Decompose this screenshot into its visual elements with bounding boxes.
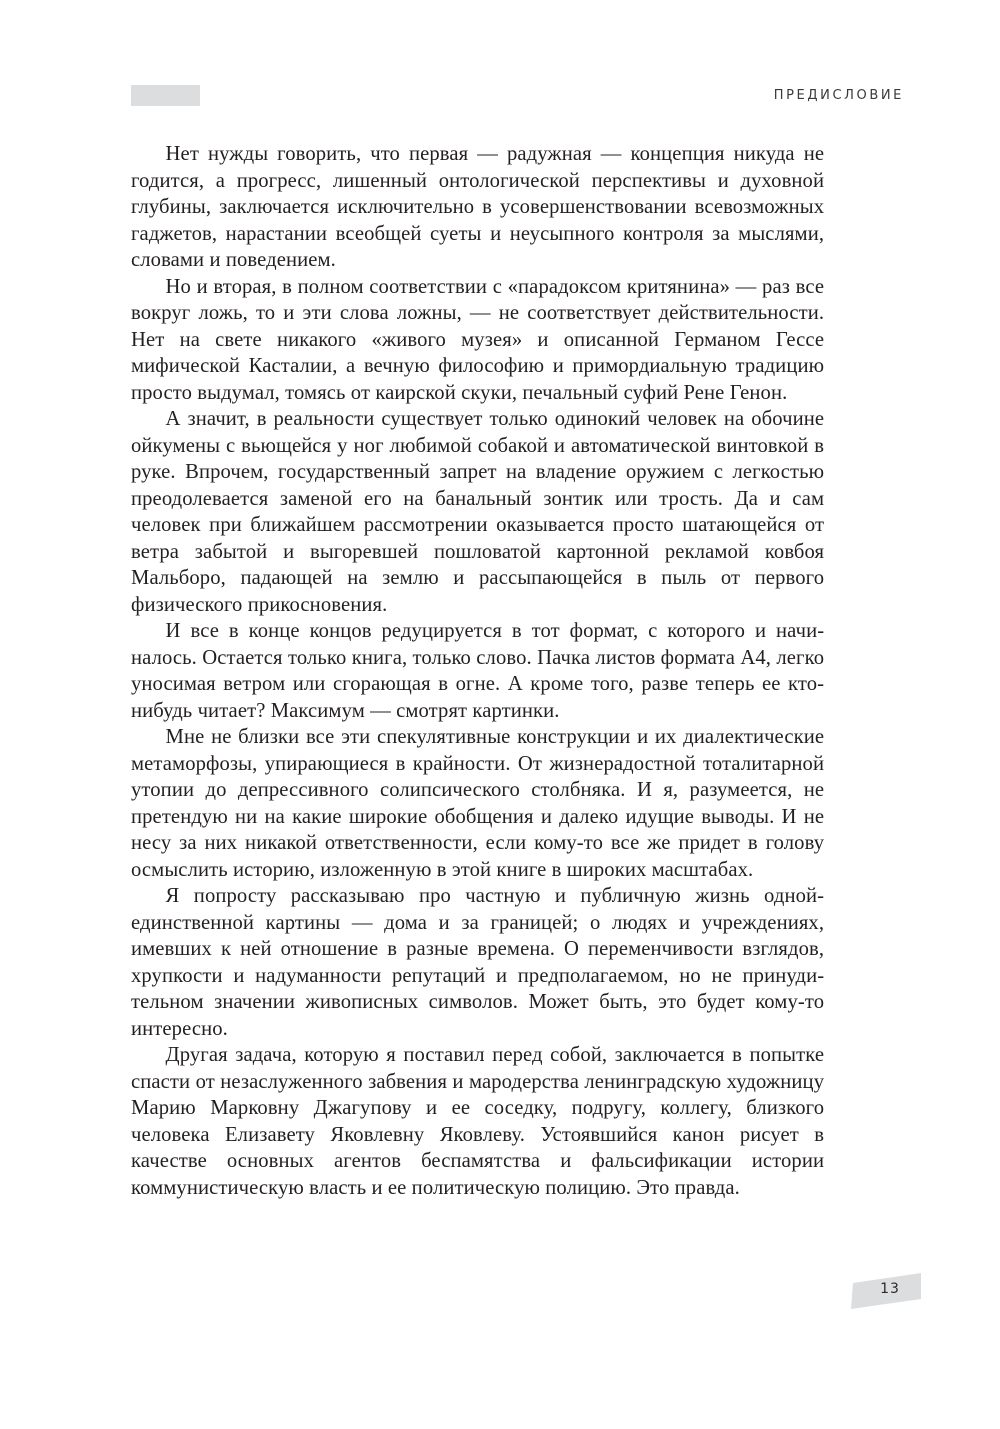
header-gray-tab bbox=[131, 85, 200, 106]
paragraph: Мне не близки все эти спекулятивные конструкции и их диалектические метаморфозы, упирающиеся в крайности. От жизнерадостной тоталитарной утопии до депрессивного солипсического столбняка. И я, разумеется, не претендую ни на какие широкие обобщения и далеко идущие выводы. И не несу за них никакой ответственности, если кому-то все же придет в голову осмыслить историю, изложенную в этой книге в широких масштабах. bbox=[131, 724, 825, 881]
paragraph: А значит, в реальности существует только одинокий человек на обочине ойкумены с вьющейся у ног любимой собакой и автоматической винтовкой в руке. Впрочем, государственный запрет на владение оружием с легкостью преодолевается заменой его на банальный зонтик или трость. Да и сам человек при ближайшем рассмотрении оказывается просто шатающейся от ветра забытой и выгоревшей пошловатой картонной рекламой ковбоя Мальборо, падающей на землю и рассыпающейся в пыль от первого физического прикосновения. bbox=[131, 406, 825, 616]
paragraph: Но и вторая, в полном соответствии с «парадоксом критянина» — раз все вокруг ложь, то и эти слова ложны, — не соответствует действительности. Нет на свете никакого «живого музея» и описанной Германом Гессе мифической Касталии, а вечную философию и примордиальную традицию просто выдумал, томясь от каирской скуки, печальный суфий Рене Генон. bbox=[131, 273, 825, 404]
paragraph: Нет нужды говорить, что первая — радужная — концепция никуда не годится, а прогресс, лишенный онтологической перспективы и духовной глубины, заключается исключительно в усовершенствовании всевозможных гаджетов, нарастании всеобщей суеты и неусыпного контроля за мыслями, словами и поведением. bbox=[131, 141, 825, 271]
paragraph: Я попросту рассказываю про частную и публичную жизнь одной-единственной картины — дома и за границей; о людях и учреждениях, имевших к ней отношение в разные времена. О переменчивости взглядов, хрупкости и надуманности репутаций и предполагаемом, но не принудительном значении живописных символов. Может быть, это будет кому-то интересно. bbox=[131, 883, 825, 1040]
running-head: ПРЕДИСЛОВИЕ bbox=[773, 88, 904, 103]
paragraph: И все в конце концов редуцируется в тот формат, с которого и начиналось. Остается только книга, только слово. Пачка листов формата А4, легко уносимая ветром или сгорающая в огне. А кроме того, разве теперь ее кто-нибудь читает? Максимум — смотрят картинки. bbox=[131, 618, 825, 722]
page-number-tab bbox=[851, 1273, 921, 1309]
paragraph: Другая задача, которую я поставил перед собой, заключается в попытке спасти от незаслуженного забвения и мародерства ленинградскую художницу Марию Марковну Джагупову и ее соседку, подругу, коллегу, близкого человека Елизавету Яковлевну Яковлеву. Устоявшийся канон рисует в качестве основных агентов беспамятства и фальсификации истории коммунистическую власть и ее политическую полицию. Это правда. bbox=[131, 1042, 825, 1199]
body-text bbox=[131, 140, 824, 1200]
page-number: 13 bbox=[880, 1281, 900, 1297]
